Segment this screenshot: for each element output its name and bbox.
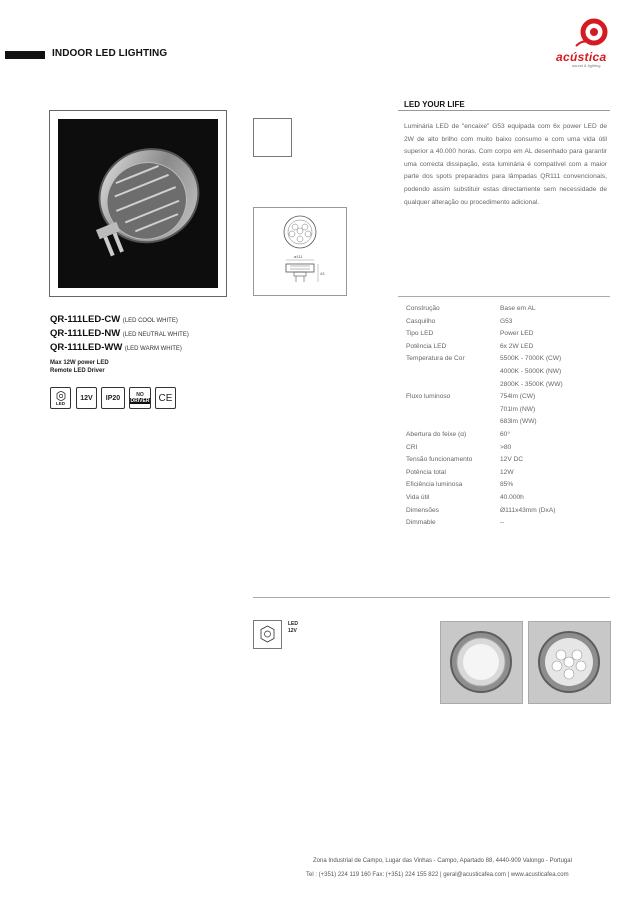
- led-lamp-image: [58, 119, 218, 288]
- spec-label: Dimensões: [406, 506, 439, 514]
- led-badge: LED: [50, 387, 71, 409]
- spec-value: >80: [500, 443, 512, 451]
- section-divider: [253, 597, 610, 598]
- spec-label: Construção: [406, 305, 440, 312]
- spec-value: G53: [500, 317, 513, 325]
- spec-label: Vida útil: [406, 494, 430, 501]
- header-bar: [5, 51, 45, 59]
- logo-tagline: sound & lighting: [572, 63, 601, 68]
- spec-value: 6x 2W LED: [500, 342, 534, 350]
- product-photo-frame: [49, 110, 227, 297]
- spec-label: Tensão funcionamento: [406, 456, 473, 464]
- spec-value: 4000K - 5000K (NW): [500, 368, 562, 375]
- icon-placeholder-box: [253, 118, 292, 157]
- spec-value: Power LED: [500, 330, 534, 338]
- height-label: 43: [320, 271, 325, 276]
- product-thumbnail-leds: [528, 621, 611, 704]
- spec-row: [406, 444, 606, 456]
- footer-contacts: Tel : (+351) 224 119 160 Fax: (+351) 224 155 822 | geral@acusticafea.com | www.acusticafea.com: [306, 872, 569, 878]
- spec-row: [406, 393, 606, 405]
- feature-driver: Remote LED Driver: [50, 368, 105, 374]
- spec-value: 2800K - 3500K (WW): [500, 380, 563, 388]
- spec-row: [406, 469, 606, 481]
- spec-label: Dimmable: [406, 519, 436, 527]
- spec-value: 85%: [500, 481, 514, 489]
- spec-value: 5500K - 7000K (CW): [500, 355, 562, 363]
- spec-row: [406, 406, 606, 418]
- spec-divider: [398, 296, 610, 297]
- spec-label: CRI: [406, 443, 418, 451]
- spec-row: [406, 330, 606, 342]
- spec-value: 701lm (NW): [500, 405, 536, 413]
- code-line-cw: QR-111LED-CW (LED COOL WHITE): [50, 314, 178, 325]
- spec-label: Potência LED: [406, 342, 447, 350]
- footer-address: Zona Industrial de Campo, Lugar das Vinhas - Campo, Apartado 88, 4440-909 Valongo - Portugal: [313, 858, 572, 864]
- spec-value: 12W: [500, 468, 514, 476]
- spec-row: [406, 507, 606, 519]
- product-features: [50, 359, 109, 375]
- spec-label: Potência total: [406, 468, 446, 476]
- spec-row: [406, 355, 606, 367]
- accessory-label: LED 12V: [288, 621, 298, 634]
- spec-row: [406, 519, 606, 531]
- product-photo: [58, 119, 218, 288]
- led-accessory-icon: [253, 620, 282, 649]
- led-chip-icon: [56, 391, 66, 401]
- code-line-ww: QR-111LED-WW (LED WARM WHITE): [50, 342, 182, 353]
- technical-drawing: [253, 207, 347, 296]
- product-codes: [50, 313, 189, 355]
- spec-row: [406, 368, 606, 380]
- code-line-nw: QR-111LED-NW (LED NEUTRAL WHITE): [50, 328, 189, 339]
- spec-value: 12V DC: [500, 456, 524, 464]
- section-title: LED YOUR LIFE: [404, 100, 465, 109]
- spec-label: Temperatura de Cor: [406, 355, 465, 363]
- technical-drawing-svg: [254, 208, 346, 295]
- spec-label: Eficiência luminosa: [406, 481, 463, 489]
- ip-rating-badge: IP20: [101, 387, 125, 409]
- spec-value: Ø111x43mm (DxA): [500, 506, 556, 514]
- spec-row: [406, 456, 606, 468]
- product-thumbnail-front: [440, 621, 523, 704]
- spec-row: [406, 494, 606, 506]
- spec-value: --: [500, 519, 505, 527]
- spec-value: 40.000h: [500, 494, 524, 501]
- dimension-label: ø111: [294, 254, 303, 259]
- spec-label: Casquilho: [406, 317, 436, 325]
- spec-row: [406, 418, 606, 430]
- spec-label: Tipo LED: [406, 330, 434, 338]
- spec-label: Fluxo luminoso: [406, 393, 451, 401]
- ce-mark-icon: CE: [155, 387, 176, 409]
- page-title: INDOOR LED LIGHTING: [52, 48, 168, 59]
- product-description: Luminária LED de "encaixe" G53 equipada com 6x power LED de 2W de alto brilho com muito baixo consumo e com uma vida útil superior a 40.000 horas. Com corpo em AL desenhado para garantir uma correcta dissipação, esta luminária é compatível com a maior parte dos spots preparados para lâmpadas QR111 convencionais, podendo assim substituir estas directamente sem necessidade de qualquer alteração ou procedimento adicional.: [404, 123, 607, 206]
- spec-row: [406, 481, 606, 493]
- spec-row: [406, 318, 606, 330]
- spec-value: 60°: [500, 431, 510, 438]
- title-divider: [398, 110, 610, 111]
- spec-value: 683lm (WW): [500, 418, 537, 426]
- spec-row: [406, 431, 606, 443]
- spec-row: [406, 305, 606, 317]
- spec-row: [406, 381, 606, 393]
- feature-power: Max 12W power LED: [50, 360, 109, 366]
- spec-label: Abertura do feixe (α): [406, 431, 467, 438]
- no-driver-badge: NO DRIVER: [129, 387, 151, 409]
- spec-value: 754lm (CW): [500, 393, 536, 401]
- voltage-badge: 12V: [76, 387, 97, 409]
- logo-name: acústica: [556, 50, 607, 64]
- spec-value: Base em AL: [500, 305, 536, 312]
- spec-row: [406, 343, 606, 355]
